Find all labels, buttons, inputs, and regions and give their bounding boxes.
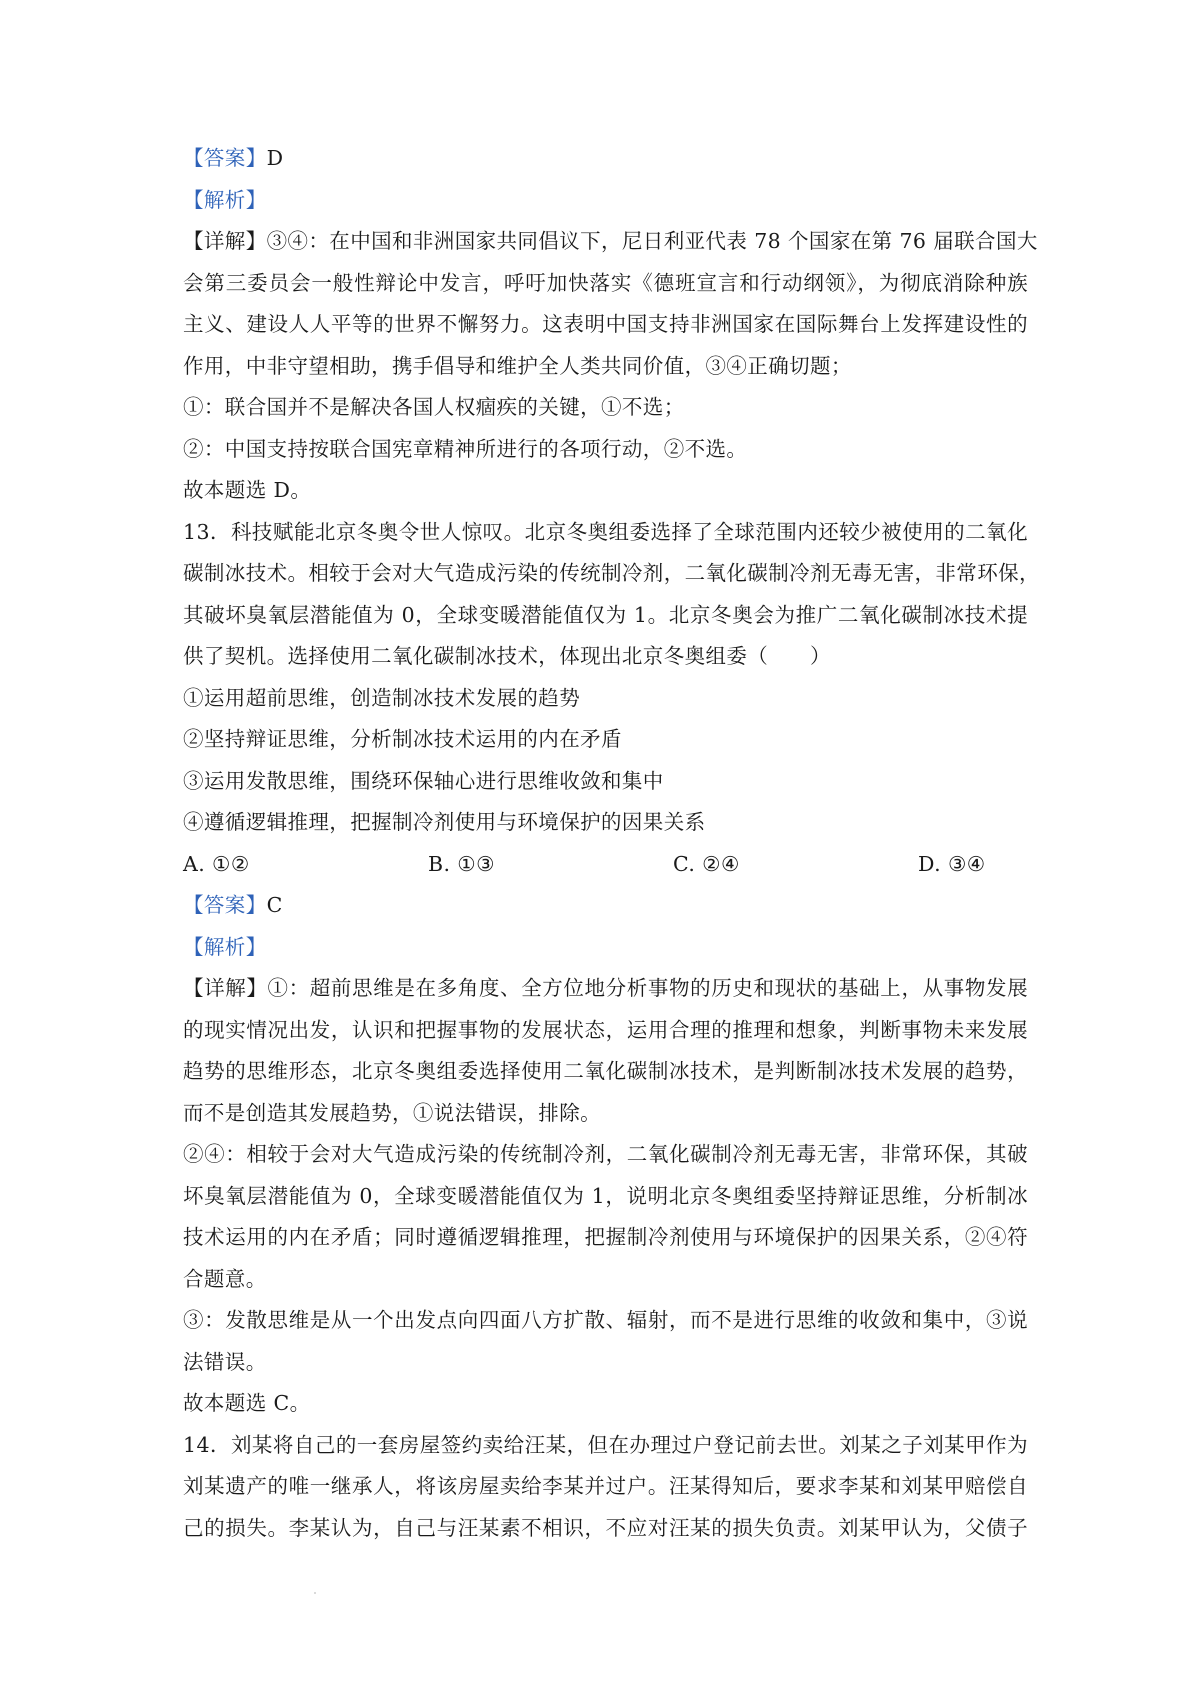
q12-note-2: ②：中国支持按联合国宪章精神所进行的各项行动，②不选。 (183, 436, 748, 461)
q13-stem-line-1: 13．科技赋能北京冬奥令世人惊叹。北京冬奥组委选择了全球范围内还较少被使用的二氧化 (183, 519, 1028, 544)
q12-detail-line-4: 作用，中非守望相助，携手倡导和维护全人类共同价值，③④正确切题； (183, 353, 852, 378)
q13-answer-line (183, 885, 1028, 927)
q13-detail-line-4: 而不是创造其发展趋势，①说法错误，排除。 (183, 1100, 601, 1125)
detail-text: ③④：在中国和非洲国家共同倡议下，尼日利亚代表 78 个国家在第 76 届联合国大 (266, 229, 1038, 253)
q14-stem-line-1: 14．刘某将自己的一套房屋签约卖给汪某，但在办理过户登记前去世。刘某之子刘某甲作为 (183, 1432, 1028, 1457)
q13-detail-line-5: ②④：相较于会对大气造成污染的传统制冷剂，二氧化碳制冷剂无毒无害，非常环保，其破 (183, 1142, 1028, 1166)
answer-value: D (266, 146, 284, 170)
q12-conclusion: 故本题选 D。 (183, 478, 312, 502)
option-a: A. ①② (183, 851, 250, 876)
q12-analysis-line (183, 180, 1028, 222)
q13-detail-line-9: ③：发散思维是从一个出发点向四面八方扩散、辐射，而不是进行思维的收敛和集中，③说 (183, 1308, 1028, 1332)
q13-statement-3: ③运用发散思维，围绕环保轴心进行思维收敛和集中 (183, 768, 664, 793)
q13-options (183, 844, 1028, 886)
q13-detail-line-8: 合题意。 (183, 1266, 267, 1291)
q13-statement-4: ④遵循逻辑推理，把握制冷剂使用与环境保护的因果关系 (183, 810, 706, 834)
detail-text: ①：超前思维是在多角度、全方位地分析事物的历史和现状的基础上，从事物发展 (267, 976, 1028, 1000)
q12-detail-line-3: 主义、建设人人平等的世界不懈努力。这表明中国支持非洲国家在国际舞台上发挥建设性的 (183, 312, 1028, 336)
q13-stem-line-3: 其破坏臭氧层潜能值为 0，全球变暖潜能值仅为 1。北京冬奥会为推广二氧化碳制冰技术提 (183, 602, 1028, 627)
q13-detail-line-10: 法错误。 (183, 1349, 267, 1374)
option-c: C. ②④ (673, 851, 740, 876)
q14-stem-line-3: 己的损失。李某认为，自己与汪某素不相识，不应对汪某的损失负责。刘某甲认为，父债子 (183, 1515, 1028, 1540)
analysis-tag: 【解析】 (183, 934, 267, 959)
q13-stem-line-2: 碳制冰技术。相较于会对大气造成污染的传统制冷剂，二氧化碳制冷剂无毒无害，非常环保， (183, 561, 1040, 585)
q13-statement-1: ①运用超前思维，创造制冰技术发展的趋势 (183, 685, 581, 710)
q13-detail-line-7: 技术运用的内在矛盾；同时遵循逻辑推理，把握制冷剂使用与环境保护的因果关系，②④符 (183, 1225, 1028, 1249)
q13-detail-line-3: 趋势的思维形态，北京冬奥组委选择使用二氧化碳制冰技术，是判断制冰技术发展的趋势， (183, 1059, 1028, 1083)
detail-tag: 【详解】 (183, 976, 268, 1000)
answer-tag: 【答案】 (183, 893, 267, 917)
q13-statement-2: ②坚持辩证思维，分析制冰技术运用的内在矛盾 (183, 727, 622, 751)
q12-detail-line-2: 会第三委员会一般性辩论中发言，呼吁加快落实《德班宣言和行动纲领》，为彻底消除种族 (183, 270, 1028, 295)
q13-detail-line-1 (183, 968, 1028, 1010)
answer-tag: 【答案】 (183, 146, 267, 170)
q14-stem-line-2: 刘某遗产的唯一继承人，将该房屋卖给李某并过户。汪某得知后，要求李某和刘某甲赔偿自 (183, 1474, 1028, 1498)
answer-value: C (266, 893, 283, 917)
q13-stem-line-4: 供了契机。选择使用二氧化碳制冰技术，体现出北京冬奥组委（ ） (183, 644, 831, 668)
q12-answer-line (183, 138, 1028, 180)
detail-tag: 【详解】 (183, 229, 267, 253)
footer-dot (314, 1592, 316, 1594)
q13-conclusion: 故本题选 C。 (183, 1391, 311, 1415)
analysis-tag: 【解析】 (183, 187, 267, 212)
q12-note-1: ①：联合国并不是解决各国人权痼疾的关键，①不选； (183, 395, 685, 419)
q13-detail-line-2: 的现实情况出发，认识和把握事物的发展状态，运用合理的推理和想象，判断事物未来发展 (183, 1017, 1028, 1042)
q13-detail-line-6: 坏臭氧层潜能值为 0，全球变暖潜能值仅为 1，说明北京冬奥组委坚持辩证思维，分析制冰 (183, 1183, 1028, 1208)
q12-detail-line-1 (183, 221, 1038, 263)
option-b: B. ①③ (428, 851, 495, 876)
q13-analysis-line (183, 927, 1028, 969)
option-d: D. ③④ (918, 851, 986, 876)
page-content (183, 138, 1040, 1549)
